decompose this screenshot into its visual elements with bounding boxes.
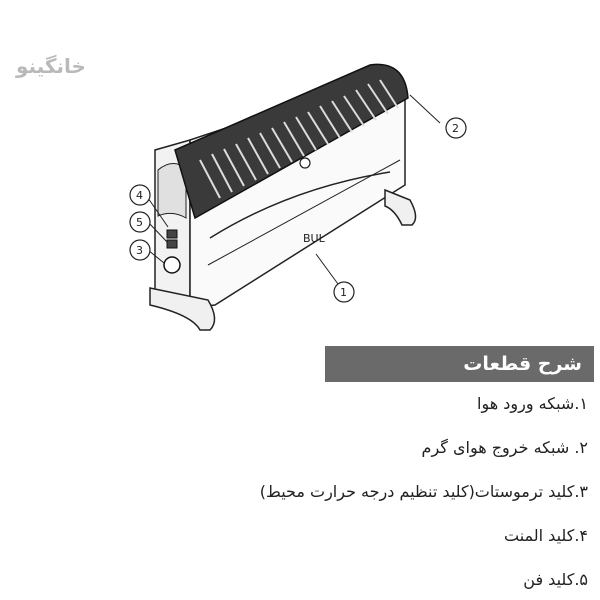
watermark-logo: خانگینو [16,54,86,78]
callout-3 [130,240,150,260]
section-title: شرح قطعات [325,346,594,382]
svg-text:3: 3 [136,244,143,257]
list-item: ۲. شبکه خروج هوای گرم [421,438,588,457]
list-item: ۴.کلید المنت [503,526,588,545]
thermostat-knob [164,257,180,273]
svg-text:2: 2 [452,122,459,135]
callout-2 [446,118,466,138]
list-item: ۱.شبکه ورود هوا [477,394,588,413]
svg-text:1: 1 [340,286,347,299]
callout-1 [334,282,354,302]
list-item: ۳.کلید ترموستات(کلید تنظیم درجه حرارت محیط) [259,482,588,501]
callout-5 [130,212,150,232]
list-item: ۵.کلید فن [523,570,588,589]
heater-diagram [120,20,500,340]
front-indicator [300,158,310,168]
svg-text:4: 4 [136,189,143,202]
element-switch [167,240,177,248]
fan-switch [167,230,177,238]
svg-text:5: 5 [136,216,143,229]
right-foot [385,190,416,225]
callout-4 [130,185,150,205]
brand-mark: BUL [303,232,325,245]
parts-list [168,386,588,600]
